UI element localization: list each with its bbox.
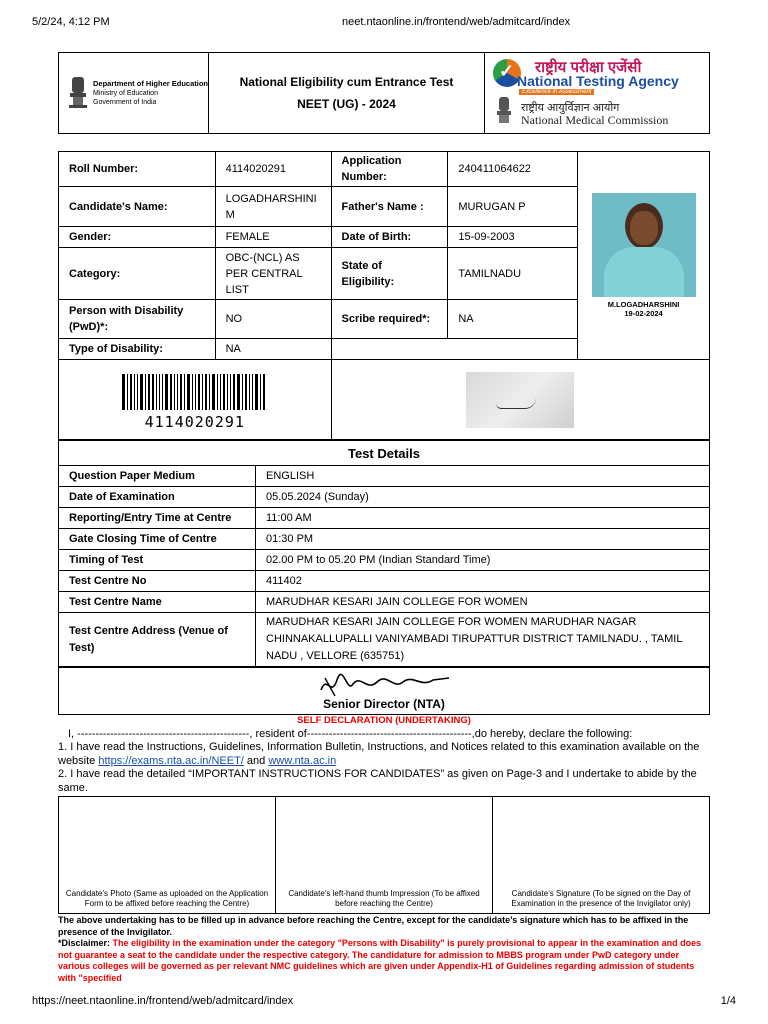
- centre-address-label: Test Centre Address (Venue of Test): [59, 613, 256, 667]
- print-url-title: neet.ntaonline.in/frontend/web/admitcard/index: [342, 16, 571, 28]
- declaration-heading: SELF DECLARATION (UNDERTAKING): [297, 715, 471, 726]
- director-signature-box: [58, 667, 710, 715]
- print-header: [32, 16, 736, 30]
- declaration-line2: 2. I have read the detailed “IMPORTANT INSTRUCTIONS FOR CANDIDATES” as given on Page-3 and I undertake to abide by the same.: [58, 768, 697, 794]
- test-details-table: [58, 440, 710, 667]
- nmc-english-name: National Medical Commission: [521, 113, 669, 127]
- director-title: Senior Director (NTA): [323, 697, 445, 711]
- gate-closing-label: Gate Closing Time of Centre: [59, 529, 256, 550]
- gender-value: FEMALE: [215, 227, 331, 248]
- admit-card-header: [58, 52, 710, 134]
- father-name: MURUGAN P: [448, 187, 578, 227]
- pwd-label: Person with Disability (PwD)*:: [59, 300, 216, 339]
- name-label: Candidate's Name:: [59, 187, 216, 227]
- exam-date-label: Date of Examination: [59, 487, 256, 508]
- state-value: TAMILNADU: [448, 248, 578, 300]
- test-details-heading: Test Details: [59, 441, 710, 466]
- signature-cell: [331, 360, 709, 440]
- page-number: 1/4: [720, 995, 736, 1007]
- ministry-block: [59, 53, 209, 133]
- agency-logos: [485, 53, 709, 133]
- disclaimer-label: *Disclaimer:: [58, 938, 111, 948]
- medium-label: Question Paper Medium: [59, 466, 256, 487]
- notes: [58, 915, 710, 984]
- photo-caption: [592, 297, 696, 319]
- barcode-icon: [69, 374, 321, 410]
- exam-subtitle: NEET (UG) - 2024: [297, 97, 396, 111]
- nta-english-name: National Testing Agency: [517, 73, 679, 89]
- reporting-time-value: 11:00 AM: [256, 508, 710, 529]
- photo-name: M.LOGADHARSHINI: [607, 299, 680, 309]
- roll-number: 4114020291: [215, 152, 331, 187]
- pwd-value: NO: [215, 300, 331, 339]
- reporting-time-label: Reporting/Entry Time at Centre: [59, 508, 256, 529]
- dob-value: 15-09-2003: [448, 227, 578, 248]
- father-label: Father's Name :: [331, 187, 448, 227]
- disclaimer-text: The eligibility in the examination under the category "Persons with Disability" is purely provisional to appear in the examination and does not guarantee a seat to the candidate under the respective category. The candidature for admission to MBBS program under PwD category under various colleges will be governed as per relevant NMC guidelines which are given under Appendix-H1 of Guidelines regarding admission of students with "specified: [58, 938, 702, 983]
- table-row: [59, 613, 710, 667]
- declaration-line0: I, -----------------------------------------------, resident of---------------------------------------------,do hereby, declare the following:: [68, 727, 633, 740]
- nmc-hindi-name: राष्ट्रीय आयुर्विज्ञान आयोग: [521, 102, 620, 114]
- exam-title: National Eligibility cum Entrance Test: [239, 75, 454, 89]
- declaration-and: and: [243, 754, 269, 767]
- dept-name: Department of Higher Education: [93, 79, 209, 88]
- table-row: [59, 592, 710, 613]
- gender-label: Gender:: [59, 227, 216, 248]
- candidate-photo: [592, 193, 696, 319]
- candidate-details-table: [58, 151, 710, 440]
- disability-value: NA: [215, 339, 331, 360]
- medium-value: ENGLISH: [256, 466, 710, 487]
- affix-boxes: [58, 796, 710, 914]
- nta-hindi-name: राष्ट्रीय परीक्षा एजेंसी: [535, 59, 642, 76]
- centre-name-value: MARUDHAR KESARI JAIN COLLEGE FOR WOMEN: [256, 592, 710, 613]
- thumb-affix-text: Candidate’s left-hand thumb Impression (To be affixed before reaching the Centre): [288, 889, 480, 908]
- signature-affix-box: [493, 797, 709, 913]
- category-value: OBC-(NCL) AS PER CENTRAL LIST: [215, 248, 331, 300]
- category-label: Category:: [59, 248, 216, 300]
- candidate-signature-image: [466, 372, 574, 428]
- state-label: State of Eligibility:: [331, 248, 448, 300]
- table-row: [59, 360, 710, 440]
- table-row: [59, 571, 710, 592]
- director-signature-icon: [317, 670, 457, 698]
- declaration-line1-text: 1. I have read the Instructions, Guidelines, Information Bulletin, Instructions, and Notices related to this examination available on the website: [58, 741, 700, 767]
- centre-address-value: MARUDHAR KESARI JAIN COLLEGE FOR WOMEN MARUDHAR NAGAR CHINNAKALLUPALLI VANIYAMBADI TIRUPATTUR DISTRICT TAMILNADU. , TAMIL NADU , VELLORE (635751): [256, 613, 710, 667]
- test-timing-label: Timing of Test: [59, 550, 256, 571]
- table-row: [59, 466, 710, 487]
- declaration-line1: [58, 741, 710, 768]
- ministry-name: Ministry of Education: [93, 90, 158, 97]
- scribe-label: Scribe required*:: [331, 300, 448, 339]
- disability-label: Type of Disability:: [59, 339, 216, 360]
- exam-date-value: 05.05.2024 (Sunday): [256, 487, 710, 508]
- exam-title-block: [209, 53, 485, 133]
- photo-date: 19-02-2024: [624, 308, 663, 318]
- barcode-cell: [59, 360, 332, 440]
- gate-closing-value: 01:30 PM: [256, 529, 710, 550]
- neet-website-link[interactable]: https://exams.nta.ac.in/NEET/: [98, 754, 244, 767]
- nta-website-link[interactable]: www.nta.ac.in: [268, 754, 337, 767]
- footer-url: https://neet.ntaonline.in/frontend/web/admitcard/index: [32, 995, 294, 1007]
- candidate-name: LOGADHARSHINI M: [215, 187, 331, 227]
- centre-no-value: 411402: [256, 571, 710, 592]
- photo-affix-box: [59, 797, 276, 913]
- candidate-photo-cell: [578, 152, 710, 360]
- centre-no-label: Test Centre No: [59, 571, 256, 592]
- self-declaration: [58, 714, 710, 795]
- nmc-emblem-icon: [495, 95, 513, 127]
- table-row: [59, 529, 710, 550]
- signature-affix-text: Candidate’s Signature (To be signed on the Day of Examination in the presence of the Invigilator only): [511, 889, 691, 908]
- national-emblem-icon: [67, 75, 89, 111]
- table-row: [59, 508, 710, 529]
- ministry-text: [93, 79, 208, 107]
- government-name: Government of India: [93, 99, 157, 106]
- test-timing-value: 02.00 PM to 05.20 PM (Indian Standard Time): [256, 550, 710, 571]
- disclaimer: [58, 938, 710, 984]
- barcode-number: 4114020291: [144, 412, 245, 431]
- print-datetime: 5/2/24, 4:12 PM: [32, 16, 110, 28]
- table-row: [59, 550, 710, 571]
- nta-tagline: Excellence in Assessment: [519, 89, 594, 95]
- print-footer: [32, 995, 736, 1007]
- photo-affix-text: Candidate’s Photo (Same as uploaded on the Application Form to be affixed before reaching the Centre): [65, 889, 269, 908]
- application-label: Application Number:: [331, 152, 448, 187]
- application-number: 240411064622: [448, 152, 578, 187]
- centre-name-label: Test Centre Name: [59, 592, 256, 613]
- scribe-value: NA: [448, 300, 578, 339]
- dob-label: Date of Birth:: [331, 227, 448, 248]
- table-row: [59, 152, 710, 187]
- undertaking-note: The above undertaking has to be filled up in advance before reaching the Centre, except for the candidate’s signature which has to be affixed in the presence of the Invigilator.: [58, 915, 689, 937]
- roll-label: Roll Number:: [59, 152, 216, 187]
- thumb-affix-box: [276, 797, 493, 913]
- table-row: [59, 487, 710, 508]
